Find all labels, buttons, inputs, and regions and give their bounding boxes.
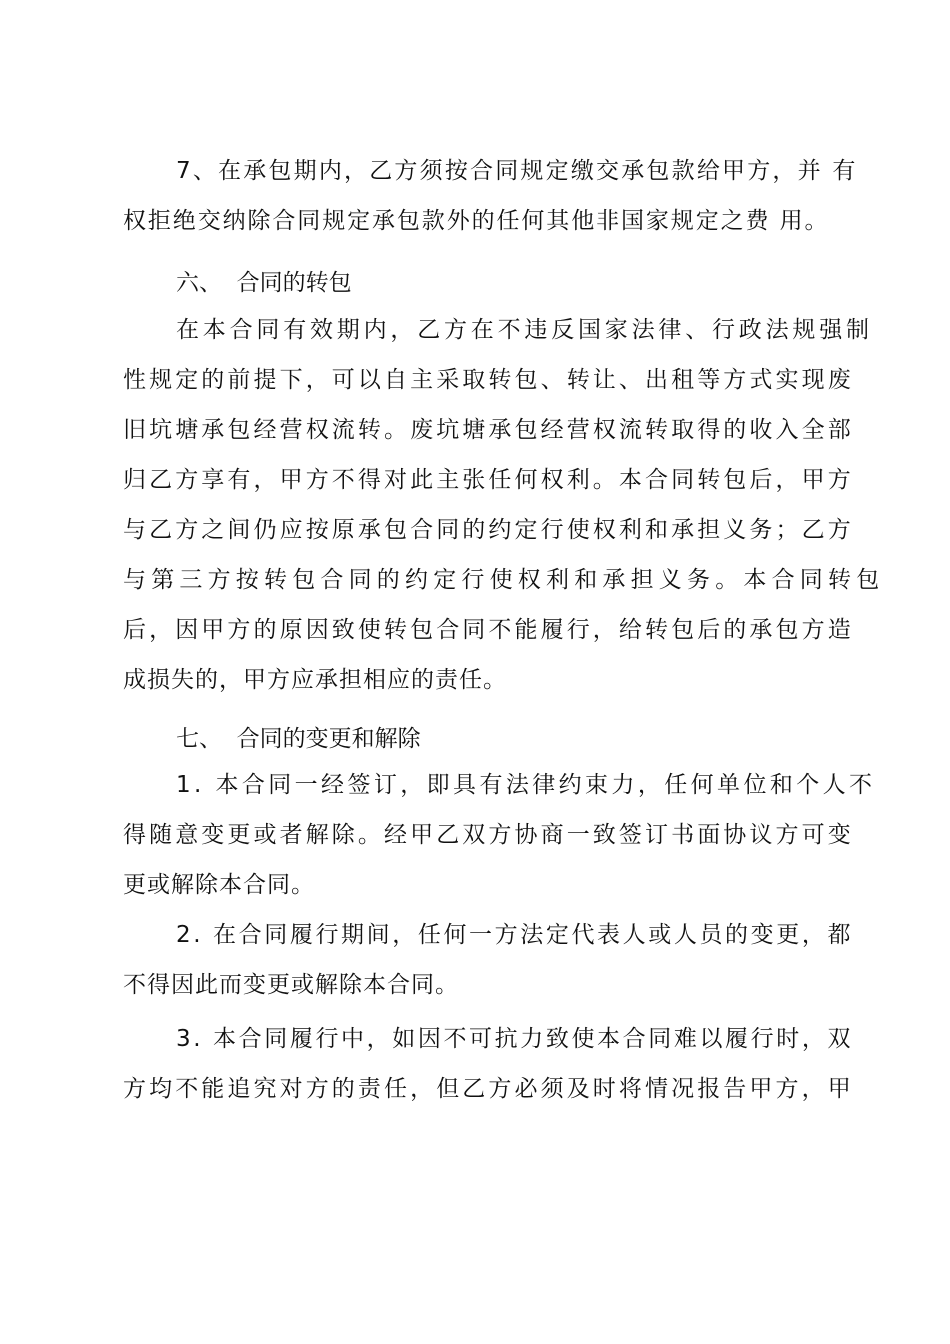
section6-line-4: 归乙方享有，甲方不得对此主张任何权利。本合同转包后，甲方 [123,467,854,493]
section6-line-1: 在本合同有效期内，乙方在不违反国家法律、行政法规强制 [176,317,873,343]
section6-line-2: 性规定的前提下，可以自主采取转包、转让、出租等方式实现废 [123,367,854,393]
section7-clause3-line-1: 3. 本合同履行中，如因不可抗力致使本合同难以履行时，双 [176,1026,854,1052]
section6-line-8: 成损失的，甲方应承担相应的责任。 [123,667,507,693]
section6-line-7: 后，因甲方的原因致使转包合同不能履行，给转包后的承包方造 [123,617,854,643]
section7-clause2-line-1: 2. 在合同履行期间，任何一方法定代表人或人员的变更，都 [176,922,854,948]
section7-heading: 七、 合同的变更和解除 [176,726,421,752]
section7-clause1-line-3: 更或解除本合同。 [123,872,315,898]
section6-line-5: 与乙方之间仍应按原承包合同的约定行使权利和承担义务；乙方 [123,517,854,543]
item7-line-2: 权拒绝交纳除合同规定承包款外的任何其他非国家规定之费 用。 [123,208,830,234]
section7-clause3-line-2: 方均不能追究对方的责任，但乙方必须及时将情况报告甲方，甲 [123,1076,854,1102]
section7-clause1-line-1: 1. 本合同一经签订，即具有法律约束力，任何单位和个人不 [176,772,876,798]
section7-clause1-line-2: 得随意变更或者解除。经甲乙双方协商一致签订书面协议方可变 [123,822,854,848]
section6-heading: 六、 合同的转包 [176,270,352,296]
section6-line-6: 与第三方按转包合同的约定行使权利和承担义务。本合同转包 [123,567,885,593]
section7-clause2-line-2: 不得因此而变更或解除本合同。 [123,972,459,998]
section6-line-3: 旧坑塘承包经营权流转。废坑塘承包经营权流转取得的收入全部 [123,417,854,443]
item7-line-1: 7、在承包期内，乙方须按合同规定缴交承包款给甲方，并 有 [176,158,858,184]
